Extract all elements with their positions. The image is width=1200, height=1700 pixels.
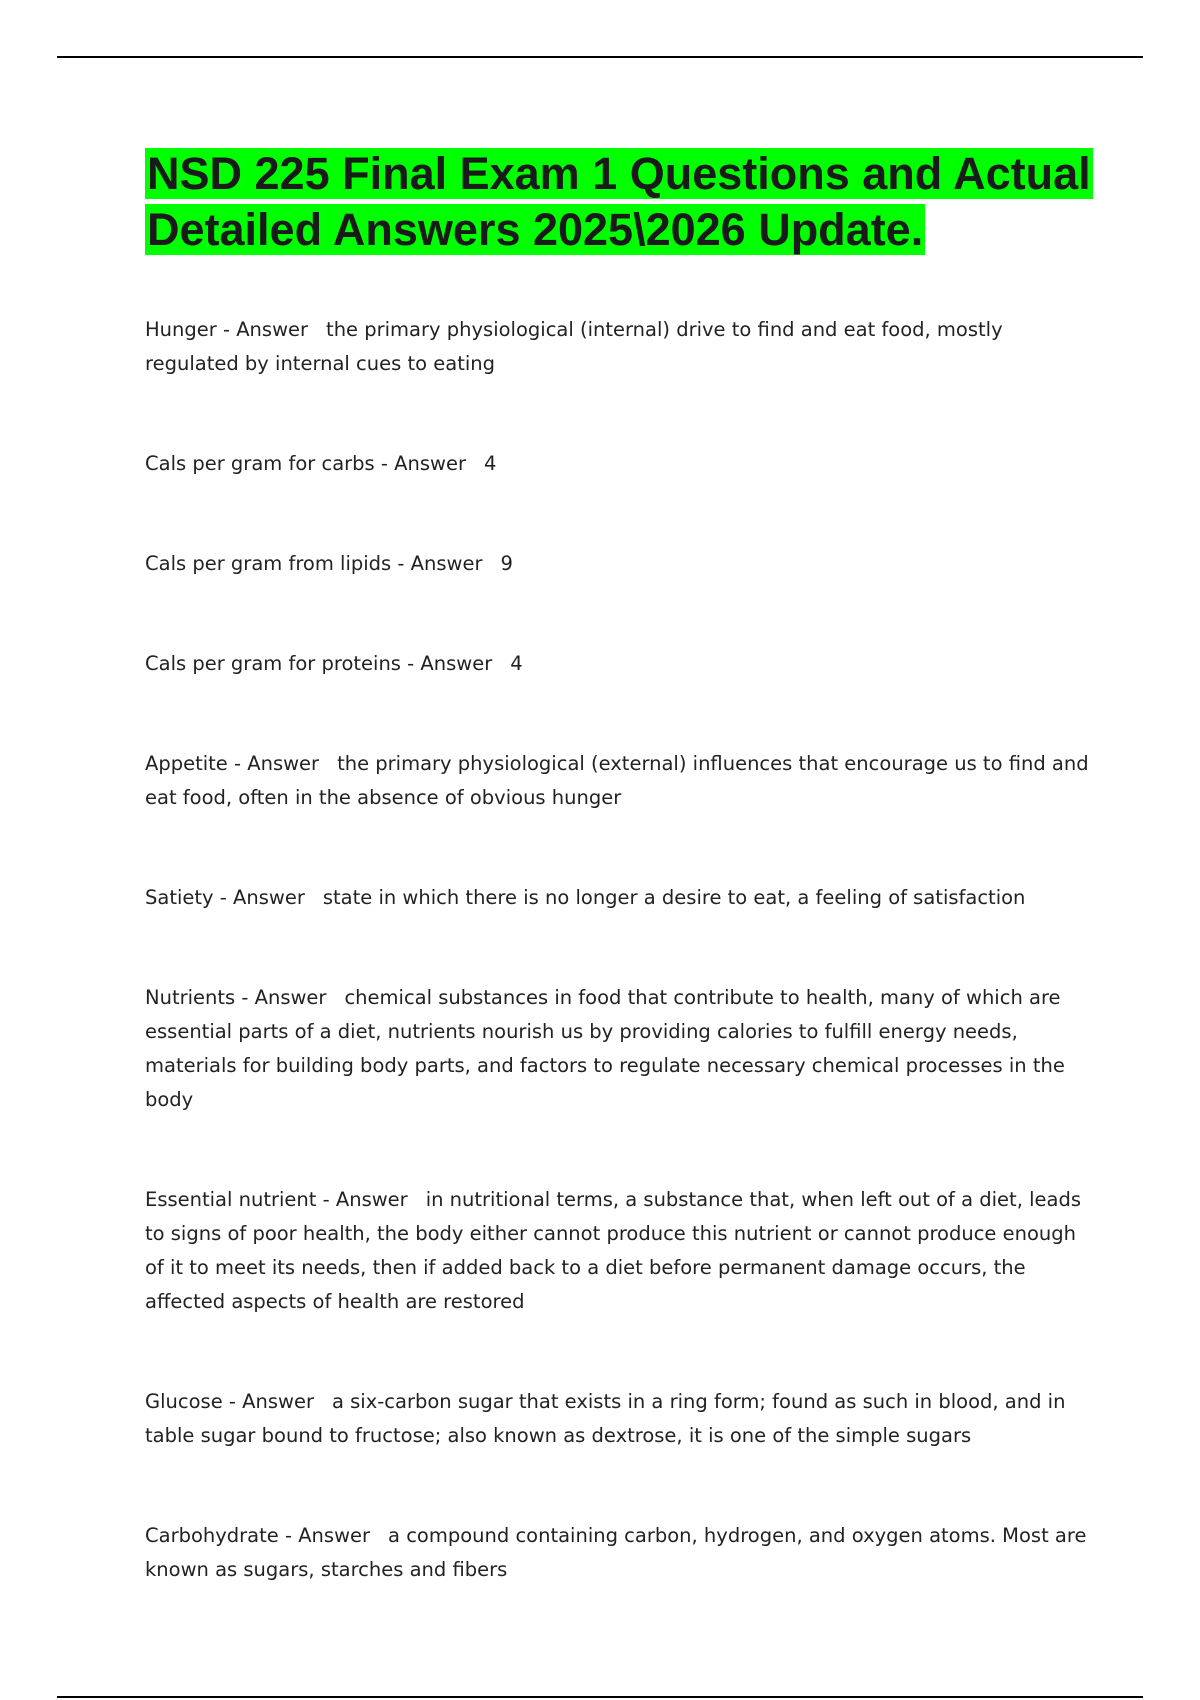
qa-entry-cals-proteins — [145, 647, 1095, 681]
qa-answer-label: Answer — [420, 652, 493, 675]
qa-answer: the primary physiological (external) influences that encourage us to find and eat food, often in the absence of obvious hunger — [145, 752, 1089, 809]
qa-answer-label: Answer — [298, 1524, 371, 1547]
page-content — [145, 146, 1095, 1653]
qa-term: Carbohydrate — [145, 1524, 279, 1547]
qa-answer: 9 — [500, 552, 513, 575]
qa-separator: - — [216, 318, 237, 341]
qa-separator: - — [391, 552, 411, 575]
header-rule — [57, 56, 1143, 58]
qa-answer: chemical substances in food that contribute to health, many of which are essential parts of a diet, nutrients nourish us by providing calories to fulfill energy needs, materials for building body parts, and factors to regulate necessary chemical processes in the body — [145, 986, 1065, 1111]
qa-separator: - — [213, 886, 234, 909]
qa-entry-carbohydrate — [145, 1519, 1095, 1587]
qa-answer: the primary physiological (internal) drive to find and eat food, mostly regulated by internal cues to eating — [145, 318, 1003, 375]
qa-entry-essential-nutrient — [145, 1183, 1095, 1319]
qa-answer: state in which there is no longer a desire to eat, a feeling of satisfaction — [322, 886, 1026, 909]
qa-answer-label: Answer — [394, 452, 466, 475]
qa-answer: a compound containing carbon, hydrogen, and oxygen atoms. Most are known as sugars, starches and fibers — [145, 1524, 1087, 1581]
qa-separator: - — [227, 752, 248, 775]
page-title-highlight: NSD 225 Final Exam 1 Questions and Actual Detailed Answers 2025\2026 Update. — [147, 148, 1091, 255]
qa-separator: - — [374, 452, 395, 475]
qa-separator: - — [316, 1188, 336, 1211]
page-title — [145, 146, 1095, 258]
qa-entry-hunger — [145, 313, 1095, 381]
qa-separator: - — [400, 652, 421, 675]
qa-separator: - — [222, 1390, 243, 1413]
qa-answer: a six-carbon sugar that exists in a ring form; found as such in blood, and in table sugar bound to fructose; also known as dextrose, it is one of the simple sugars — [145, 1390, 1066, 1447]
qa-term: Cals per gram from lipids — [145, 552, 392, 575]
qa-term: Glucose — [145, 1390, 223, 1413]
qa-entry-cals-carbs — [145, 447, 1095, 481]
qa-entry-glucose — [145, 1385, 1095, 1453]
qa-term: Cals per gram for proteins — [145, 652, 401, 675]
qa-answer-label: Answer — [242, 1390, 314, 1413]
qa-entry-nutrients — [145, 981, 1095, 1117]
qa-entry-satiety — [145, 881, 1095, 915]
qa-answer-label: Answer — [233, 886, 305, 909]
qa-term: Appetite — [145, 752, 228, 775]
qa-list — [145, 313, 1095, 1587]
qa-answer-label: Answer — [254, 986, 327, 1009]
qa-entry-appetite — [145, 747, 1095, 815]
footer-rule — [57, 1696, 1143, 1698]
qa-answer-label: Answer — [247, 752, 320, 775]
qa-answer-label: Answer — [410, 552, 483, 575]
qa-term: Satiety — [145, 886, 214, 909]
qa-entry-cals-lipids — [145, 547, 1095, 581]
qa-term: Essential nutrient — [145, 1188, 317, 1211]
qa-term: Hunger — [145, 318, 217, 341]
qa-answer: in nutritional terms, a substance that, when left out of a diet, leads to signs of poor health, the body either cannot produce this nutrient or cannot produce enough of it to meet its needs, then if added back to a diet before permanent damage occurs, the affected aspects of health are restored — [145, 1188, 1081, 1313]
qa-separator: - — [235, 986, 255, 1009]
qa-separator: - — [278, 1524, 299, 1547]
qa-term: Cals per gram for carbs — [145, 452, 375, 475]
qa-answer-label: Answer — [335, 1188, 408, 1211]
qa-answer: 4 — [510, 652, 523, 675]
qa-answer-label: Answer — [236, 318, 309, 341]
qa-term: Nutrients — [145, 986, 236, 1009]
qa-answer: 4 — [483, 452, 497, 475]
